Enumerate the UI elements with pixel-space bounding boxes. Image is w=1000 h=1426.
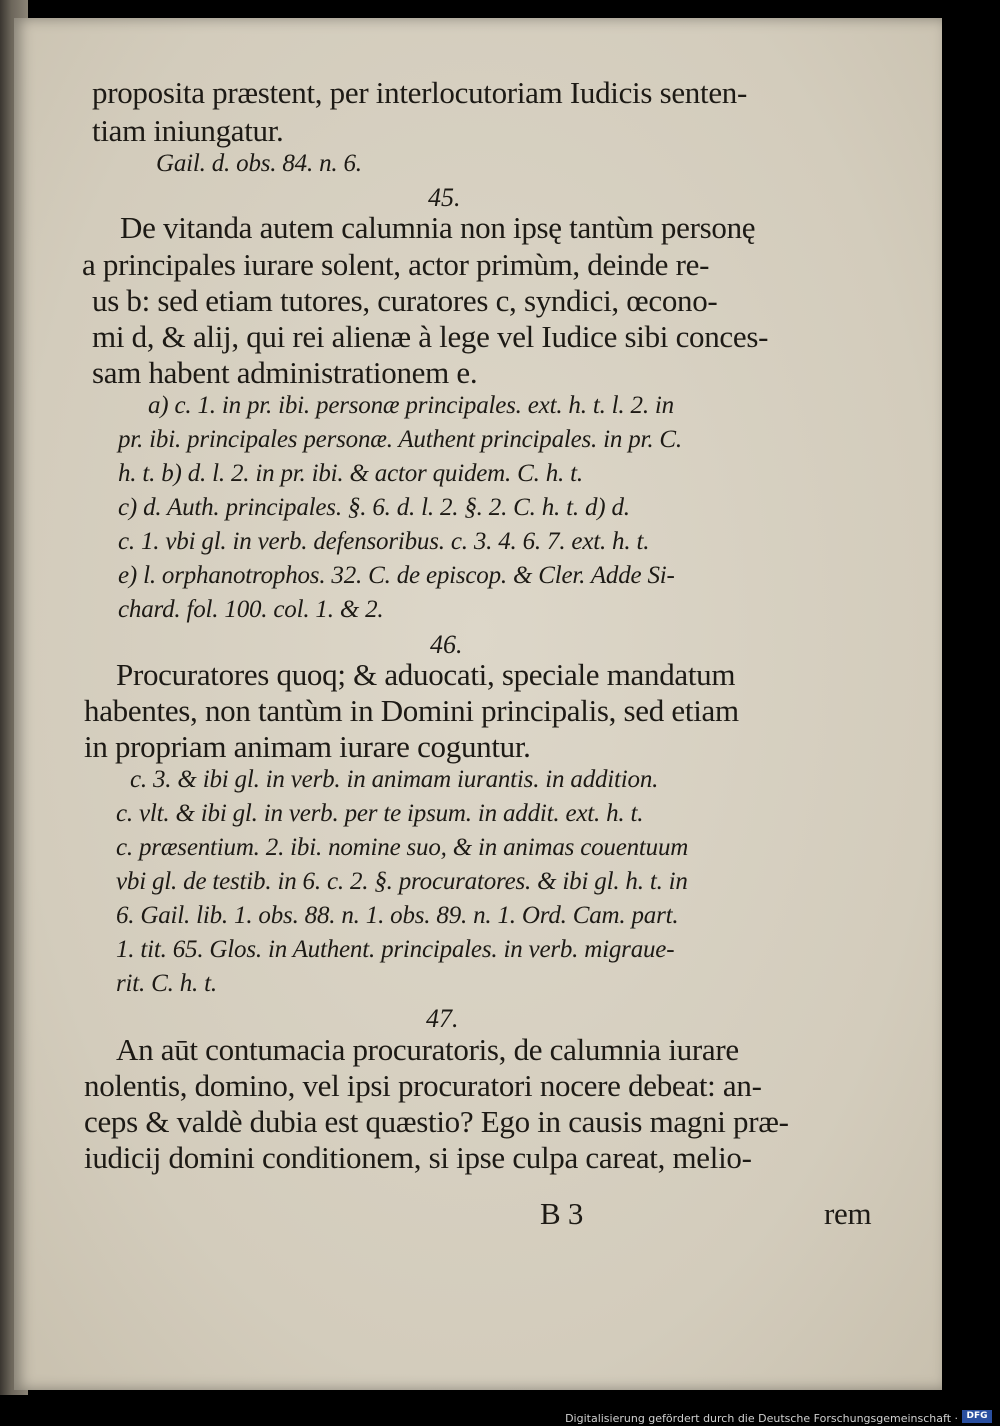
citation-line: rit. C. h. t. xyxy=(116,970,217,997)
text-line: in propriam animam iurare coguntur. xyxy=(84,729,531,764)
citation-line: Gail. d. obs. 84. n. 6. xyxy=(156,150,362,177)
citation-line: vbi gl. de testib. in 6. c. 2. §. procuratores. & ibi gl. h. t. in xyxy=(116,868,688,895)
section-number: 46. xyxy=(430,630,463,659)
section-number: 45. xyxy=(428,183,461,212)
text-line: iudicij domini conditionem, si ipse culpa careat, melio- xyxy=(84,1140,752,1175)
text-line: habentes, non tantùm in Domini principalis, sed etiam xyxy=(84,693,739,728)
citation-line: chard. fol. 100. col. 1. & 2. xyxy=(118,596,384,623)
citation-line: h. t. b) d. l. 2. in pr. ibi. & actor quidem. C. h. t. xyxy=(118,460,583,487)
text-line: proposita præstent, per interlocutoriam Iudicis senten- xyxy=(92,75,747,110)
signature-mark: B 3 xyxy=(540,1196,584,1231)
citation-line: pr. ibi. principales personæ. Authent principales. in pr. C. xyxy=(118,426,682,453)
text-line: nolentis, domino, vel ipsi procuratori nocere debeat: an- xyxy=(84,1068,762,1103)
text-line: us b: sed etiam tutores, curatores c, syndici, œcono- xyxy=(92,283,718,318)
citation-line: 6. Gail. lib. 1. obs. 88. n. 1. obs. 89. n. 1. Ord. Cam. part. xyxy=(116,902,679,929)
citation-line: c. 1. vbi gl. in verb. defensoribus. c. 3. 4. 6. 7. ext. h. t. xyxy=(118,528,650,555)
text-line: a principales iurare solent, actor primùm, deinde re- xyxy=(82,247,710,282)
dfg-logo-icon: DFG xyxy=(962,1410,992,1423)
digitization-credit: Digitalisierung gefördert durch die Deutsche Forschungsgemeinschaft · xyxy=(565,1412,958,1425)
text-line: mi d, & alij, qui rei alienæ à lege vel Iudice sibi conces- xyxy=(92,319,769,354)
citation-line: c. 3. & ibi gl. in verb. in animam iurantis. in addition. xyxy=(130,766,659,793)
text-line: Procuratores quoq; & aduocati, speciale mandatum xyxy=(116,657,736,692)
book-page xyxy=(14,18,942,1390)
citation-line: c. præsentium. 2. ibi. nomine suo, & in animas couentuum xyxy=(116,834,689,861)
citation-line: c) d. Auth. principales. §. 6. d. l. 2. §. 2. C. h. t. d) d. xyxy=(118,494,630,521)
citation-line: 1. tit. 65. Glos. in Authent. principales. in verb. migraue- xyxy=(116,936,675,963)
citation-line: e) l. orphanotrophos. 32. C. de episcop. & Cler. Adde Si- xyxy=(118,562,675,589)
text-line: De vitanda autem calumnia non ipsę tantùm personę xyxy=(120,210,756,245)
citation-line: a) c. 1. in pr. ibi. personæ principales. ext. h. t. l. 2. in xyxy=(148,392,674,419)
section-number: 47. xyxy=(426,1004,459,1033)
citation-line: c. vlt. & ibi gl. in verb. per te ipsum. in addit. ext. h. t. xyxy=(116,800,644,827)
text-line: tiam iniungatur. xyxy=(92,113,284,148)
text-line: ceps & valdè dubia est quæstio? Ego in causis magni præ- xyxy=(84,1104,789,1139)
text-line: An aūt contumacia procuratoris, de calumnia iurare xyxy=(116,1032,739,1067)
catchword: rem xyxy=(824,1196,872,1231)
text-line: sam habent administrationem e. xyxy=(92,355,478,390)
